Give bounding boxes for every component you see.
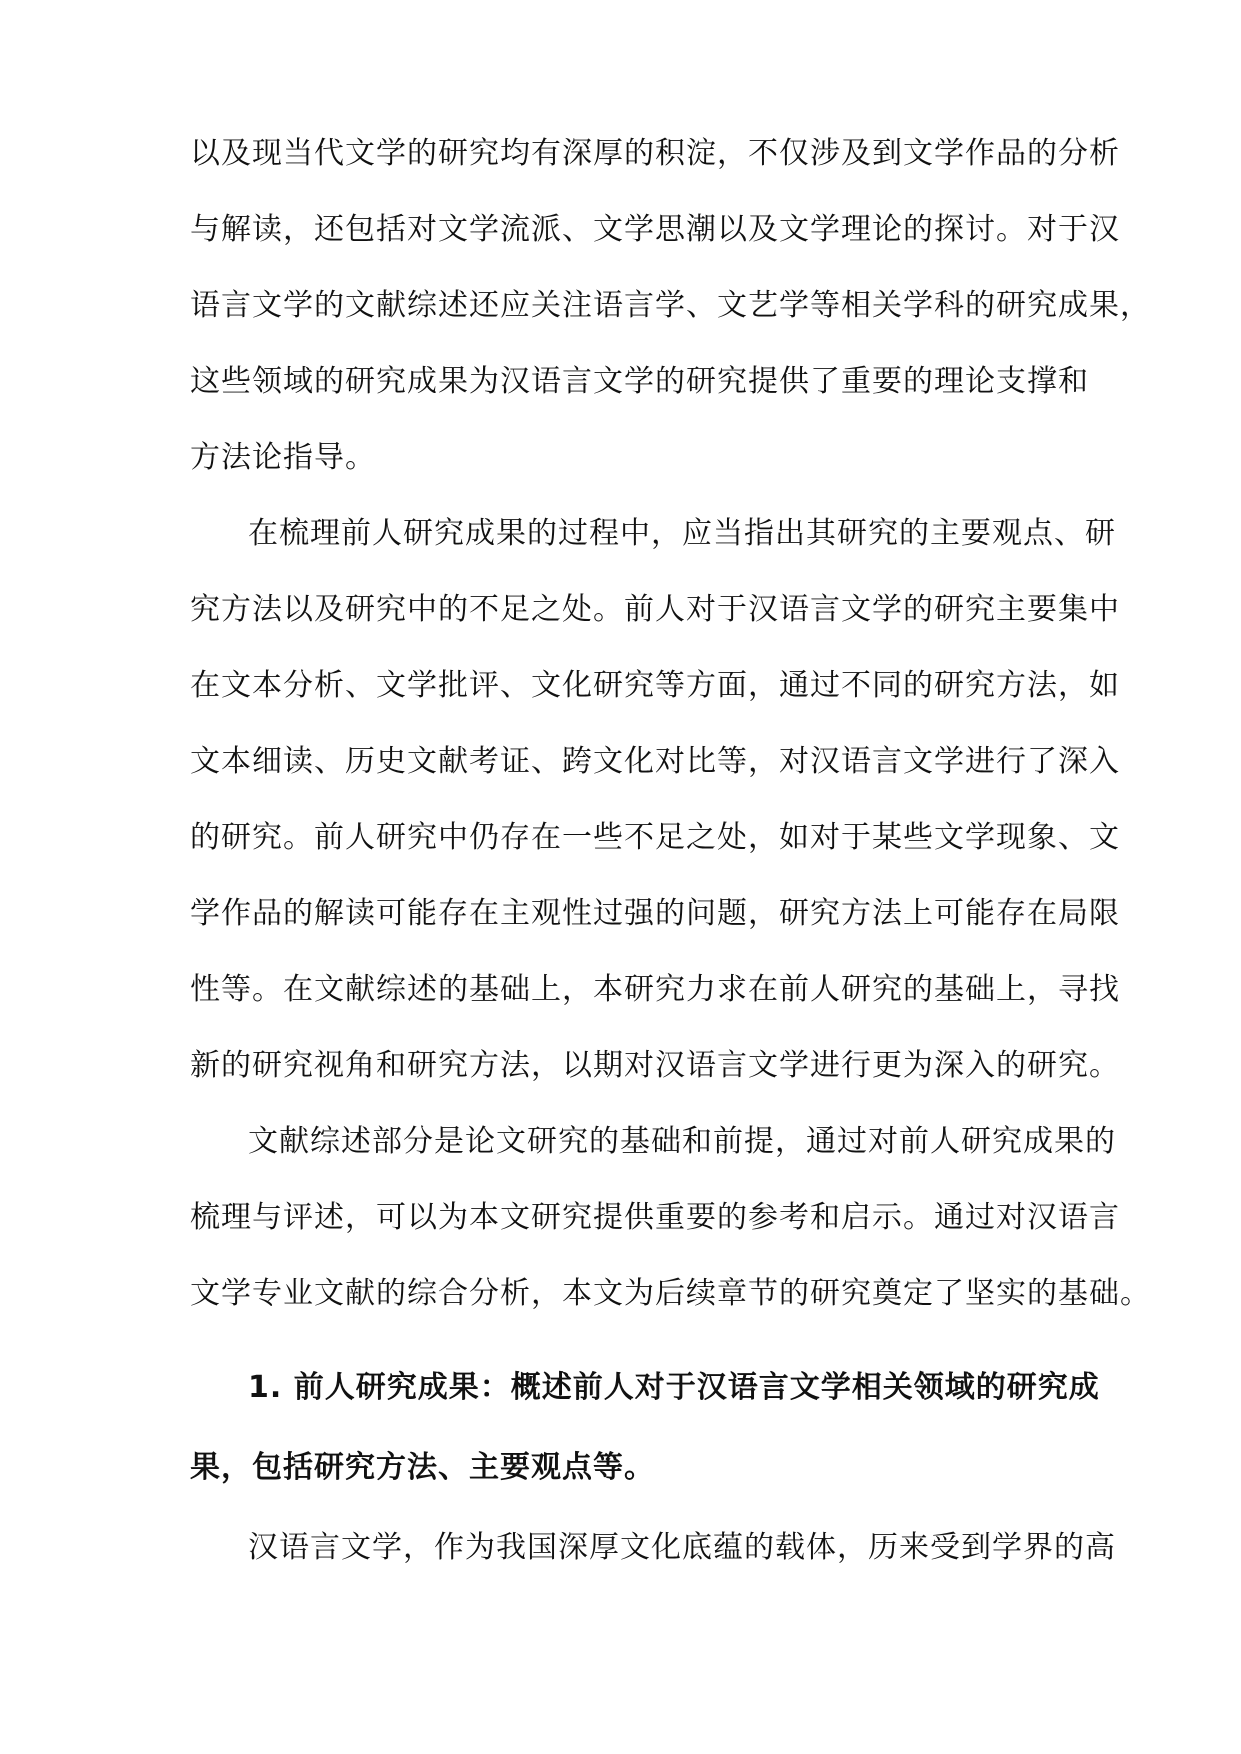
- paragraph-2-line-1: 在梳理前人研究成果的过程中，应当指出其研究的主要观点、研: [248, 516, 1116, 551]
- paragraph-1-line-3: 语言文学的文献综述还应关注语言学、文艺学等相关学科的研究成果，: [190, 288, 1151, 323]
- paragraph-2-line-6: 学作品的解读可能存在主观性过强的问题，研究方法上可能存在局限: [190, 896, 1120, 931]
- paragraph-2-line-2: 究方法以及研究中的不足之处。前人对于汉语言文学的研究主要集中: [190, 592, 1120, 627]
- paragraph-2-line-7: 性等。在文献综述的基础上，本研究力求在前人研究的基础上，寻找: [190, 972, 1120, 1007]
- section-heading-line-1: 1. 前人研究成果：概述前人对于汉语言文学相关领域的研究成: [248, 1370, 1100, 1405]
- paragraph-1-line-1: 以及现当代文学的研究均有深厚的积淀，不仅涉及到文学作品的分析: [190, 136, 1120, 171]
- paragraph-1-line-2: 与解读，还包括对文学流派、文学思潮以及文学理论的探讨。对于汉: [190, 212, 1120, 247]
- paragraph-3-line-3: 文学专业文献的综合分析，本文为后续章节的研究奠定了坚实的基础。: [190, 1276, 1151, 1311]
- paragraph-2-line-4: 文本细读、历史文献考证、跨文化对比等，对汉语言文学进行了深入: [190, 744, 1120, 779]
- paragraph-2-line-8: 新的研究视角和研究方法，以期对汉语言文学进行更为深入的研究。: [190, 1048, 1120, 1083]
- section-heading-line-2: 果，包括研究方法、主要观点等。: [190, 1450, 655, 1485]
- paragraph-3-line-2: 梳理与评述，可以为本文研究提供重要的参考和启示。通过对汉语言: [190, 1200, 1120, 1235]
- paragraph-1-line-4: 这些领域的研究成果为汉语言文学的研究提供了重要的理论支撑和: [190, 364, 1089, 399]
- paragraph-2-line-3: 在文本分析、文学批评、文化研究等方面，通过不同的研究方法，如: [190, 668, 1120, 703]
- paragraph-4-line-1: 汉语言文学，作为我国深厚文化底蕴的载体，历来受到学界的高: [248, 1530, 1116, 1565]
- paragraph-1-line-5: 方法论指导。: [190, 440, 376, 475]
- paragraph-3-line-1: 文献综述部分是论文研究的基础和前提，通过对前人研究成果的: [248, 1124, 1116, 1159]
- paragraph-2-line-5: 的研究。前人研究中仍存在一些不足之处，如对于某些文学现象、文: [190, 820, 1120, 855]
